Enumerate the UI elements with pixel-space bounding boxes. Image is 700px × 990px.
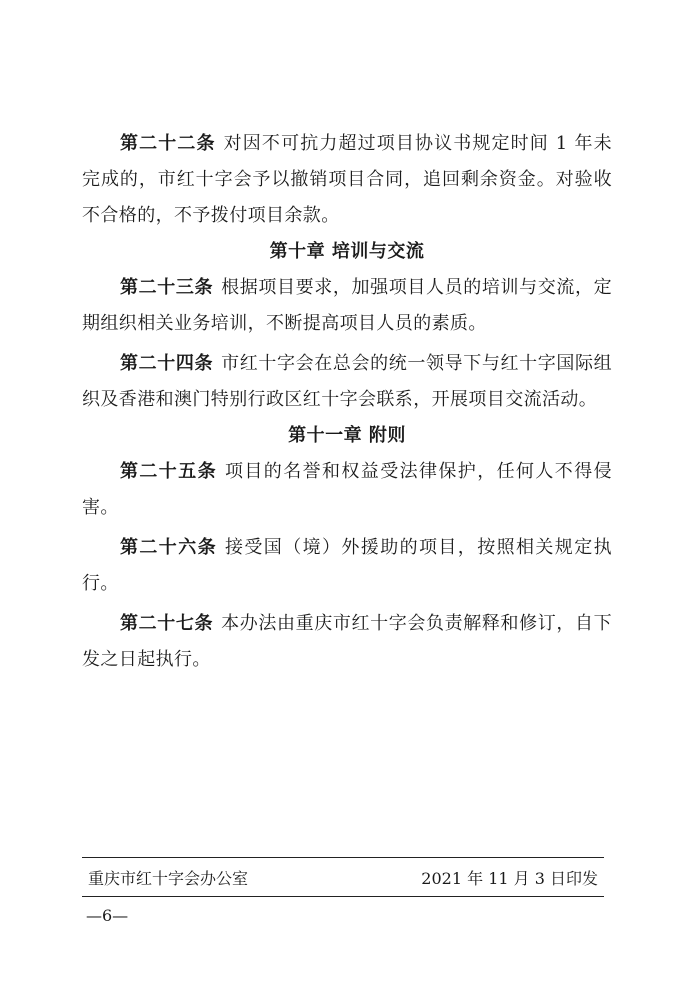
issue-date: 2021 年 11 月 3 日印发 (421, 868, 598, 888)
article-text: 接受国（境）外援助的项目，按照相关规定执行。 (82, 537, 612, 594)
article-27 (82, 606, 612, 678)
issuer-office: 重庆市红十字会办公室 (88, 868, 249, 888)
article-label: 第二十四条 (120, 353, 214, 374)
article-26 (82, 530, 612, 602)
article-22 (82, 126, 612, 234)
article-23 (82, 270, 612, 342)
article-25 (82, 454, 612, 526)
article-label: 第二十七条 (120, 613, 214, 634)
footer-bottom-rule (82, 896, 604, 897)
page-number: —6— (86, 906, 129, 925)
document-body (82, 126, 612, 678)
article-text: 根据项目要求，加强项目人员的培训与交流，定期组织相关业务培训，不断提高项目人员的素质。 (82, 277, 612, 334)
article-24 (82, 346, 612, 418)
article-text: 市红十字会在总会的统一领导下与红十字国际组织及香港和澳门特别行政区红十字会联系，开展项目交流活动。 (82, 353, 612, 410)
chapter-11-heading: 第十一章 附则 (288, 425, 406, 446)
article-text: 本办法由重庆市红十字会负责解释和修订，自下发之日起执行。 (82, 613, 612, 670)
imprint-footer (82, 857, 604, 897)
chapter-10-heading: 第十章 培训与交流 (269, 241, 425, 262)
article-label: 第二十六条 (120, 537, 217, 558)
article-label: 第二十五条 (120, 461, 217, 482)
imprint-row (82, 858, 604, 896)
article-label: 第二十三条 (120, 277, 214, 298)
article-text: 项目的名誉和权益受法律保护，任何人不得侵害。 (82, 461, 612, 518)
article-text: 对因不可抗力超过项目协议书规定时间 1 年未完成的，市红十字会予以撤销项目合同，追回剩余资金。对验收不合格的，不予拨付项目余款。 (82, 133, 613, 226)
article-label: 第二十二条 (120, 133, 216, 154)
